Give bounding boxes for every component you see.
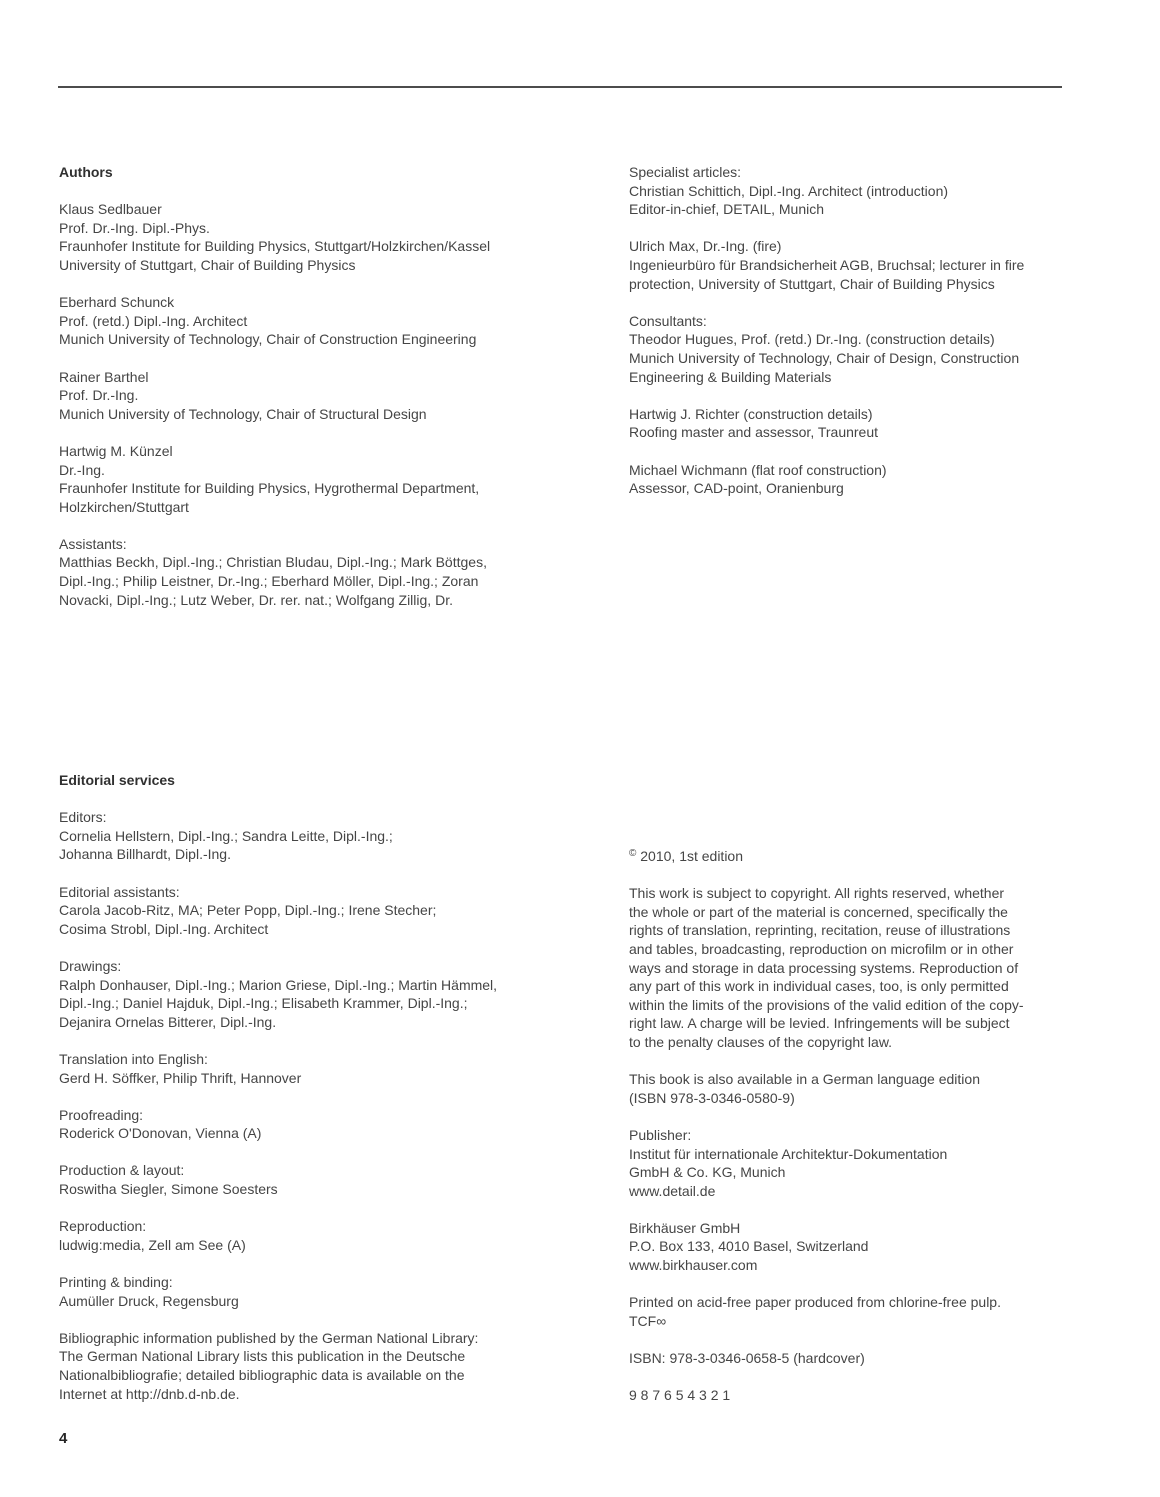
page-number: 4 [59,1430,68,1447]
consultants-theodor-hugues: Consultants: Theodor Hugues, Prof. (retd.) Dr.-Ing. (construction details) Munich University of Technology, Chair of Design, Construction Engineering & Building Materials [629,312,1020,385]
drawings: Drawings: Ralph Donhauser, Dipl.-Ing.; Marion Griese, Dipl.-Ing.; Martin Hämmel, Dipl.-Ing.; Daniel Hajduk, Dipl.-Ing.; Elisabeth Krammer, Dipl.-Ing.; Dejanira Ornelas Bitterer, Dipl.-Ing. [59,957,498,1030]
author-rainer-barthel: Rainer Barthel Prof. Dr.-Ing. Munich University of Technology, Chair of Structural Design [59,368,427,422]
isbn-line: ISBN: 978-3-0346-0658-5 (hardcover) [629,1350,865,1367]
specialists-column [629,163,1149,516]
editorial-services-column [59,771,619,1422]
production-layout: Production & layout: Roswitha Siegler, Simone Soesters [59,1162,278,1198]
author-hartwig-kunzel: Hartwig M. Künzel Dr.-Ing. Fraunhofer Institute for Building Physics, Hygrothermal Department, Holzkirchen/Stuttgart [59,442,480,515]
paper-note: Printed on acid-free paper produced from chlorine-free pulp. TCF∞ [629,1294,1001,1329]
consultant-hartwig-richter: Hartwig J. Richter (construction details) Roofing master and assessor, Traunreut [629,405,879,441]
german-edition-note: This book is also available in a German language edition (ISBN 978-3-0346-0580-9) [629,1071,980,1106]
top-rule [58,86,1062,88]
consultant-michael-wichmann: Michael Wichmann (flat roof construction) Assessor, CAD-point, Oranienburg [629,461,887,497]
specialist-ulrich-max: Ulrich Max, Dr.-Ing. (fire) Ingenieurbüro für Brandsicherheit AGB, Bruchsal; lecturer in fire protection, University of Stuttgart, Chair of Building Physics [629,238,1025,292]
specialist-articles: Specialist articles: Christian Schittich, Dipl.-Ing. Architect (introduction) Editor-in-chief, DETAIL, Munich [629,164,949,218]
copyright-publisher-column [629,845,1149,1423]
proofreading: Proofreading: Roderick O'Donovan, Vienna (A) [59,1106,262,1142]
print-run-numbers: 9 8 7 6 5 4 3 2 1 [629,1387,731,1404]
printing-binding: Printing & binding: Aumüller Druck, Regensburg [59,1274,239,1309]
editorial-services-heading: Editorial services [59,772,175,788]
editors: Editors: Cornelia Hellstern, Dipl.-Ing.; Sandra Leitte, Dipl.-Ing.; Johanna Billhardt, Dipl.-Ing. [59,809,393,863]
editorial-assistants: Editorial assistants: Carola Jacob-Ritz, MA; Peter Popp, Dipl.-Ing.; Irene Stecher; Cosima Strobl, Dipl.-Ing. Architect [59,883,437,937]
bibliographic-info: Bibliographic information published by the German National Library: The German National Library lists this publication in the Deutsche Nationalbibliografie; detailed bibliographic data is available on the Internet at http://dnb.d-nb.de. [59,1329,479,1402]
copyright-symbol: © [629,848,637,859]
author-eberhard-schunck: Eberhard Schunck Prof. (retd.) Dipl.-Ing. Architect Munich University of Technology, Chair of Construction Engineering [59,294,477,348]
distributor: Birkhäuser GmbH P.O. Box 133, 4010 Basel, Switzerland www.birkhauser.com [629,1219,869,1274]
translation: Translation into English: Gerd H. Söffker, Philip Thrift, Hannover [59,1050,302,1086]
reproduction: Reproduction: ludwig:media, Zell am See (A) [59,1218,246,1253]
author-klaus-sedlbauer: Klaus Sedlbauer Prof. Dr.-Ing. Dipl.-Phys. Fraunhofer Institute for Building Physics, Stuttgart/Holzkirchen/Kassel University of Stuttgart, Chair of Building Physics [59,201,491,273]
authors-column [59,163,619,628]
edition-line: © 2010, 1st edition [629,848,744,864]
copyright-notice: This work is subject to copyright. All rights reserved, whether the whole or part of the material is concerned, specifically the rights of translation, reprinting, recitation, reuse of illustrations and tables, broadcasting, reproduction on microfilm or in other ways and storage in data processing systems. Reproduction of any part of this work in individual cases, too, is only permitted within the limits of the provisions of the valid edition of the copy- right law. A charge will be levied. Infringements will be subject to the penalty clauses of the copyright law. [629,885,1024,1050]
assistants: Assistants: Matthias Beckh, Dipl.-Ing.; Christian Bludau, Dipl.-Ing.; Mark Böttges, Dipl.-Ing.; Philip Leistner, Dr.-Ing.; Eberhard Möller, Dipl.-Ing.; Zoran Novacki, Dipl.-Ing.; Lutz Weber, Dr. rer. nat.; Wolfgang Zillig, Dr. [59,535,487,608]
publisher: Publisher: Institut für internationale Architektur-Dokumentation GmbH & Co. KG, Munich www.detail.de [629,1126,948,1199]
authors-heading: Authors [59,164,113,180]
